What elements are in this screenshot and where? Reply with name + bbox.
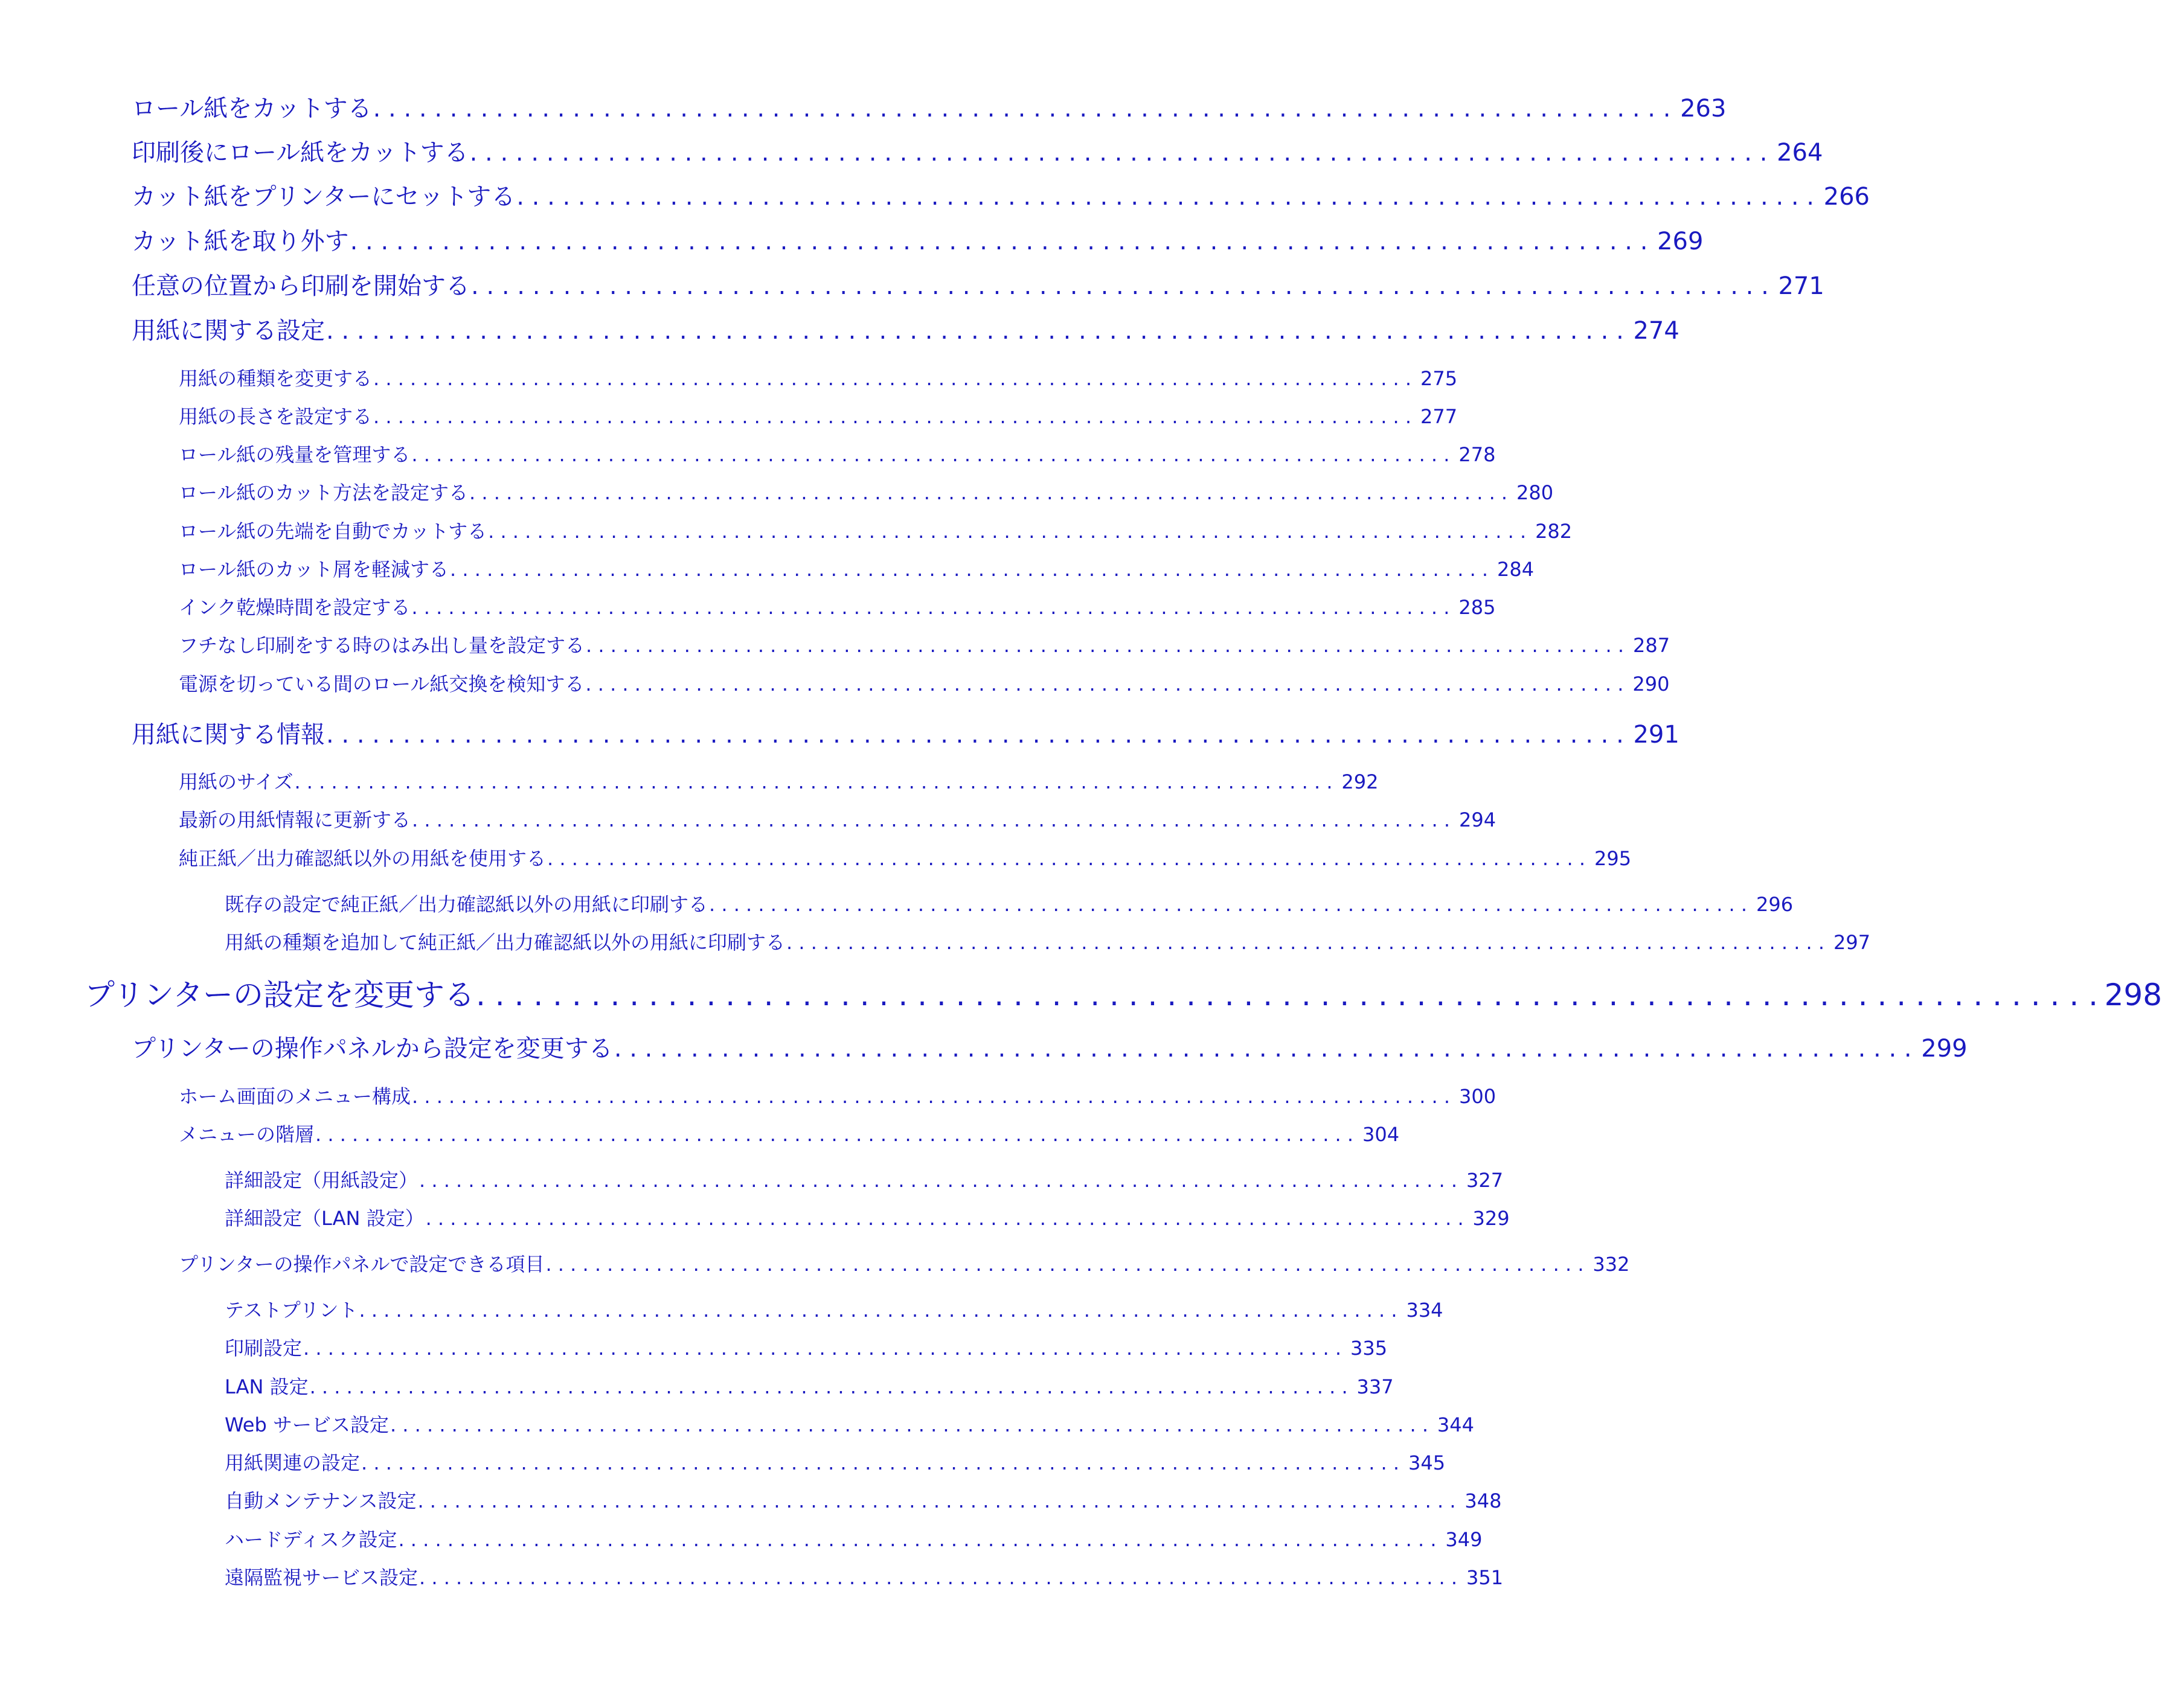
- dot-leader: . . . . . . . . . . . . . . . . . . . . . . . . . . . . . . . . . . . . . . . . . . . . . . . . . . . . . . . . . . . . . . . . . . . . . . . . . . . . . . . . . . . . .: [350, 228, 1648, 255]
- toc-entry-cut-roll-paper[interactable]: [132, 89, 1727, 123]
- toc-entry-paper-settings[interactable]: [132, 312, 1679, 345]
- toc-entry-page-number: 278: [1458, 443, 1496, 466]
- dot-leader: . . . . . . . . . . . . . . . . . . . . . . . . . . . . . . . . . . . . . . . . . . . . . . . . . . . . . . . . . . . . . . . . . . . . . . . . . . . . . . . . . . . . .: [373, 95, 1671, 123]
- toc-entry-remote-monitoring-settings[interactable]: [225, 1562, 1504, 1590]
- toc-entry-page-number: 263: [1680, 95, 1727, 123]
- toc-entry-label: カット紙を取り外す: [132, 228, 349, 255]
- dot-leader: . . . . . . . . . . . . . . . . . . . . . . . . . . . . . . . . . . . . . . . . . . . . . . . . . . . . . . . . . . . . . . . . . . . . . . . . . . . . . . . . . . . . .: [786, 931, 1825, 954]
- dot-leader: . . . . . . . . . . . . . . . . . . . . . . . . . . . . . . . . . . . . . . . . . . . . . . . . . . . . . . . . . . . . . . . . . . . . . . . . . . . . . . . . . . . . .: [411, 596, 1450, 619]
- toc-entry-page-number: 329: [1472, 1207, 1510, 1230]
- toc-entry-label: フチなし印刷をする時のはみ出し量を設定する: [179, 634, 585, 657]
- toc-entry-use-non-genuine-paper[interactable]: [179, 843, 1632, 871]
- toc-entry-label: 詳細設定（LAN 設定）: [225, 1207, 425, 1230]
- dot-leader: . . . . . . . . . . . . . . . . . . . . . . . . . . . . . . . . . . . . . . . . . . . . . . . . . . . . . . . . . . . . . . . . . . . . . . . . . . . . . . . . . . . . .: [390, 1413, 1428, 1436]
- toc-entry-label: ロール紙の先端を自動でカットする: [179, 520, 487, 543]
- toc-entry-label: ロール紙の残量を管理する: [179, 443, 411, 466]
- toc-entry-web-service-settings[interactable]: [225, 1410, 1474, 1438]
- toc-entry-print-existing-settings[interactable]: [225, 889, 1794, 917]
- toc-entry-label: インク乾燥時間を設定する: [179, 596, 411, 619]
- toc-entry-page-number: 300: [1458, 1085, 1496, 1108]
- dot-leader: . . . . . . . . . . . . . . . . . . . . . . . . . . . . . . . . . . . . . . . . . . . . . . . . . . . . . . . . . . . . . . . . . . . . . . . . . . . . . . . . . . . . .: [471, 272, 1769, 300]
- toc-entry-label: 印刷設定: [225, 1337, 303, 1360]
- toc-entry-set-paper-length[interactable]: [179, 401, 1458, 429]
- toc-entry-ink-drying-time[interactable]: [179, 592, 1496, 620]
- dot-leader: . . . . . . . . . . . . . . . . . . . . . . . . . . . . . . . . . . . . . . . . . . . . . . . . . . . . . . . . . . . . . . . . . . . . . . . . . . . . . . . . . . . . .: [476, 977, 2099, 1012]
- toc-entry-page-number: 284: [1497, 558, 1535, 581]
- toc-entry-page-number: 335: [1350, 1337, 1388, 1360]
- toc-entry-advanced-lan-settings[interactable]: [225, 1203, 1510, 1231]
- toc-entry-label: 用紙の種類を変更する: [179, 367, 373, 390]
- toc-entry-test-print[interactable]: [225, 1295, 1443, 1323]
- toc-entry-page-number: 269: [1657, 228, 1704, 255]
- toc-entry-page-number: 345: [1408, 1451, 1446, 1474]
- toc-entry-page-number: 296: [1756, 893, 1794, 916]
- toc-entry-add-paper-type[interactable]: [225, 927, 1871, 955]
- dot-leader: . . . . . . . . . . . . . . . . . . . . . . . . . . . . . . . . . . . . . . . . . . . . . . . . . . . . . . . . . . . . . . . . . . . . . . . . . . . . . . . . . . . . .: [294, 770, 1333, 793]
- toc-entry-page-number: 275: [1420, 367, 1458, 390]
- toc-entry-page-number: 334: [1406, 1299, 1443, 1322]
- toc-entry-label: 用紙のサイズ: [179, 770, 294, 793]
- toc-entry-page-number: 294: [1458, 808, 1496, 831]
- toc-entry-label: テストプリント: [225, 1299, 358, 1322]
- toc-entry-page-number: 344: [1437, 1413, 1474, 1436]
- dot-leader: . . . . . . . . . . . . . . . . . . . . . . . . . . . . . . . . . . . . . . . . . . . . . . . . . . . . . . . . . . . . . . . . . . . . . . . . . . . . . . . . . . . . .: [585, 673, 1624, 696]
- dot-leader: . . . . . . . . . . . . . . . . . . . . . . . . . . . . . . . . . . . . . . . . . . . . . . . . . . . . . . . . . . . . . . . . . . . . . . . . . . . . . . . . . . . . .: [315, 1123, 1354, 1146]
- toc-entry-page-number: 291: [1633, 721, 1679, 749]
- toc-entry-lan-settings[interactable]: [225, 1372, 1394, 1399]
- dot-leader: . . . . . . . . . . . . . . . . . . . . . . . . . . . . . . . . . . . . . . . . . . . . . . . . . . . . . . . . . . . . . . . . . . . . . . . . . . . . . . . . . . . . .: [425, 1207, 1464, 1230]
- toc-entry-label: Web サービス設定: [225, 1413, 389, 1436]
- toc-entry-page-number: 264: [1777, 139, 1823, 167]
- toc-entry-label: 任意の位置から印刷を開始する: [132, 272, 470, 300]
- dot-leader: . . . . . . . . . . . . . . . . . . . . . . . . . . . . . . . . . . . . . . . . . . . . . . . . . . . . . . . . . . . . . . . . . . . . . . . . . . . . . . . . . . . . .: [586, 634, 1625, 657]
- toc-entry-change-paper-type[interactable]: [179, 363, 1458, 391]
- dot-leader: . . . . . . . . . . . . . . . . . . . . . . . . . . . . . . . . . . . . . . . . . . . . . . . . . . . . . . . . . . . . . . . . . . . . . . . . . . . . . . . . . . . . .: [450, 558, 1489, 581]
- toc-entry-paper-information[interactable]: [132, 715, 1679, 749]
- toc-entry-label: プリンターの操作パネルで設定できる項目: [179, 1253, 545, 1276]
- toc-entry-page-number: 280: [1516, 481, 1554, 504]
- toc-entry-page-number: 290: [1632, 673, 1670, 696]
- toc-entry-borderless-overflow[interactable]: [179, 630, 1670, 658]
- toc-entry-home-menu-structure[interactable]: [179, 1081, 1496, 1109]
- toc-entry-print-from-position[interactable]: [132, 267, 1824, 301]
- dot-leader: . . . . . . . . . . . . . . . . . . . . . . . . . . . . . . . . . . . . . . . . . . . . . . . . . . . . . . . . . . . . . . . . . . . . . . . . . . . . . . . . . . . . .: [326, 317, 1624, 345]
- toc-entry-page-number: 266: [1823, 183, 1870, 211]
- dot-leader: . . . . . . . . . . . . . . . . . . . . . . . . . . . . . . . . . . . . . . . . . . . . . . . . . . . . . . . . . . . . . . . . . . . . . . . . . . . . . . . . . . . . .: [547, 847, 1586, 870]
- dot-leader: . . . . . . . . . . . . . . . . . . . . . . . . . . . . . . . . . . . . . . . . . . . . . . . . . . . . . . . . . . . . . . . . . . . . . . . . . . . . . . . . . . . . .: [545, 1253, 1584, 1276]
- toc-entry-paper-sizes[interactable]: [179, 767, 1379, 795]
- toc-entry-label: ロール紙をカットする: [132, 95, 372, 123]
- dot-leader: . . . . . . . . . . . . . . . . . . . . . . . . . . . . . . . . . . . . . . . . . . . . . . . . . . . . . . . . . . . . . . . . . . . . . . . . . . . . . . . . . . . . .: [303, 1337, 1342, 1360]
- toc-entry-page-number: 332: [1593, 1253, 1630, 1276]
- toc-entry-page-number: 292: [1341, 770, 1379, 793]
- toc-entry-hard-disk-settings[interactable]: [225, 1524, 1483, 1552]
- toc-entry-label: 既存の設定で純正紙／出力確認紙以外の用紙に印刷する: [225, 893, 708, 916]
- dot-leader: . . . . . . . . . . . . . . . . . . . . . . . . . . . . . . . . . . . . . . . . . . . . . . . . . . . . . . . . . . . . . . . . . . . . . . . . . . . . . . . . . . . . .: [614, 1035, 1912, 1063]
- toc-entry-label: LAN 設定: [225, 1375, 309, 1398]
- toc-entry-label: 用紙関連の設定: [225, 1451, 361, 1474]
- toc-entry-manage-roll-remaining[interactable]: [179, 440, 1496, 467]
- toc-entry-page-number: 277: [1420, 405, 1458, 428]
- toc-entry-panel-settable-items[interactable]: [179, 1249, 1630, 1277]
- toc-entry-label: ロール紙のカット方法を設定する: [179, 481, 469, 504]
- toc-entry-page-number: 298: [2104, 977, 2162, 1012]
- dot-leader: . . . . . . . . . . . . . . . . . . . . . . . . . . . . . . . . . . . . . . . . . . . . . . . . . . . . . . . . . . . . . . . . . . . . . . . . . . . . . . . . . . . . .: [419, 1566, 1458, 1589]
- toc-entry-label: プリンターの設定を変更する: [85, 977, 475, 1012]
- toc-entry-page-number: 274: [1633, 317, 1679, 345]
- toc-entry-label: 印刷後にロール紙をカットする: [132, 139, 469, 167]
- dot-leader: . . . . . . . . . . . . . . . . . . . . . . . . . . . . . . . . . . . . . . . . . . . . . . . . . . . . . . . . . . . . . . . . . . . . . . . . . . . . . . . . . . . . .: [417, 1489, 1456, 1512]
- toc-entry-page-number: 304: [1362, 1123, 1400, 1146]
- dot-leader: . . . . . . . . . . . . . . . . . . . . . . . . . . . . . . . . . . . . . . . . . . . . . . . . . . . . . . . . . . . . . . . . . . . . . . . . . . . . . . . . . . . . .: [373, 405, 1412, 428]
- toc-entry-reduce-cut-debris[interactable]: [179, 554, 1535, 582]
- toc-entry-page-number: 337: [1356, 1375, 1394, 1398]
- dot-leader: . . . . . . . . . . . . . . . . . . . . . . . . . . . . . . . . . . . . . . . . . . . . . . . . . . . . . . . . . . . . . . . . . . . . . . . . . . . . . . . . . . . . .: [326, 721, 1624, 749]
- toc-entry-page-number: 348: [1464, 1489, 1502, 1512]
- toc-entry-page-number: 282: [1535, 520, 1573, 543]
- dot-leader: . . . . . . . . . . . . . . . . . . . . . . . . . . . . . . . . . . . . . . . . . . . . . . . . . . . . . . . . . . . . . . . . . . . . . . . . . . . . . . . . . . . . .: [398, 1528, 1437, 1551]
- toc-entry-page-number: 271: [1778, 272, 1824, 300]
- toc-entry-label: カット紙をプリンターにセットする: [132, 183, 516, 211]
- toc-entry-page-number: 349: [1445, 1528, 1483, 1551]
- toc-entry-label: 用紙に関する設定: [132, 317, 325, 345]
- toc-entry-auto-maintenance-settings[interactable]: [225, 1486, 1502, 1514]
- dot-leader: . . . . . . . . . . . . . . . . . . . . . . . . . . . . . . . . . . . . . . . . . . . . . . . . . . . . . . . . . . . . . . . . . . . . . . . . . . . . . . . . . . . . .: [419, 1169, 1458, 1192]
- toc-entry-change-printer-settings[interactable]: [85, 971, 2162, 1013]
- toc-entry-page-number: 327: [1466, 1169, 1504, 1192]
- dot-leader: . . . . . . . . . . . . . . . . . . . . . . . . . . . . . . . . . . . . . . . . . . . . . . . . . . . . . . . . . . . . . . . . . . . . . . . . . . . . . . . . . . . . .: [412, 1085, 1451, 1108]
- toc-entry-label: 用紙の種類を追加して純正紙／出力確認紙以外の用紙に印刷する: [225, 931, 786, 954]
- toc-entry-label: ロール紙のカット屑を軽減する: [179, 558, 449, 581]
- toc-entry-change-from-panel[interactable]: [132, 1029, 1968, 1063]
- toc-entry-label: 用紙に関する情報: [132, 721, 325, 749]
- dot-leader: . . . . . . . . . . . . . . . . . . . . . . . . . . . . . . . . . . . . . . . . . . . . . . . . . . . . . . . . . . . . . . . . . . . . . . . . . . . . . . . . . . . . .: [469, 139, 1768, 167]
- toc-entry-label: 電源を切っている間のロール紙交換を検知する: [179, 673, 585, 696]
- toc-entry-detect-roll-change[interactable]: [179, 669, 1670, 697]
- toc-entry-cut-after-print[interactable]: [132, 133, 1823, 167]
- toc-entry-page-number: 287: [1632, 634, 1670, 657]
- dot-leader: . . . . . . . . . . . . . . . . . . . . . . . . . . . . . . . . . . . . . . . . . . . . . . . . . . . . . . . . . . . . . . . . . . . . . . . . . . . . . . . . . . . . .: [709, 893, 1748, 916]
- toc-entry-update-paper-info[interactable]: [179, 805, 1496, 833]
- toc-entry-auto-cut-leading-edge[interactable]: [179, 516, 1573, 544]
- toc-entry-menu-hierarchy[interactable]: [179, 1119, 1400, 1147]
- dot-leader: . . . . . . . . . . . . . . . . . . . . . . . . . . . . . . . . . . . . . . . . . . . . . . . . . . . . . . . . . . . . . . . . . . . . . . . . . . . . . . . . . . . . .: [469, 481, 1508, 504]
- toc-entry-page-number: 351: [1466, 1566, 1504, 1589]
- toc-entry-page-number: 295: [1594, 847, 1632, 870]
- toc-entry-label: 詳細設定（用紙設定）: [225, 1169, 419, 1192]
- toc-entry-label: メニューの階層: [179, 1123, 315, 1146]
- dot-leader: . . . . . . . . . . . . . . . . . . . . . . . . . . . . . . . . . . . . . . . . . . . . . . . . . . . . . . . . . . . . . . . . . . . . . . . . . . . . . . . . . . . . .: [361, 1451, 1400, 1474]
- toc-entry-label: 遠隔監視サービス設定: [225, 1566, 419, 1589]
- toc-entry-label: ホーム画面のメニュー構成: [179, 1085, 411, 1108]
- toc-entry-load-cut-sheet[interactable]: [132, 178, 1870, 211]
- dot-leader: . . . . . . . . . . . . . . . . . . . . . . . . . . . . . . . . . . . . . . . . . . . . . . . . . . . . . . . . . . . . . . . . . . . . . . . . . . . . . . . . . . . . .: [411, 443, 1450, 466]
- toc-entry-label: プリンターの操作パネルから設定を変更する: [132, 1035, 613, 1063]
- toc-entry-page-number: 297: [1833, 931, 1871, 954]
- dot-leader: . . . . . . . . . . . . . . . . . . . . . . . . . . . . . . . . . . . . . . . . . . . . . . . . . . . . . . . . . . . . . . . . . . . . . . . . . . . . . . . . . . . . .: [309, 1375, 1348, 1398]
- dot-leader: . . . . . . . . . . . . . . . . . . . . . . . . . . . . . . . . . . . . . . . . . . . . . . . . . . . . . . . . . . . . . . . . . . . . . . . . . . . . . . . . . . . . .: [373, 367, 1412, 390]
- dot-leader: . . . . . . . . . . . . . . . . . . . . . . . . . . . . . . . . . . . . . . . . . . . . . . . . . . . . . . . . . . . . . . . . . . . . . . . . . . . . . . . . . . . . .: [516, 183, 1815, 211]
- toc-entry-page-number: 299: [1921, 1035, 1968, 1063]
- dot-leader: . . . . . . . . . . . . . . . . . . . . . . . . . . . . . . . . . . . . . . . . . . . . . . . . . . . . . . . . . . . . . . . . . . . . . . . . . . . . . . . . . . . . .: [412, 808, 1451, 831]
- toc-entry-paper-related-settings[interactable]: [225, 1448, 1446, 1476]
- toc-entry-page-number: 285: [1458, 596, 1496, 619]
- dot-leader: . . . . . . . . . . . . . . . . . . . . . . . . . . . . . . . . . . . . . . . . . . . . . . . . . . . . . . . . . . . . . . . . . . . . . . . . . . . . . . . . . . . . .: [359, 1299, 1397, 1322]
- toc-entry-print-settings[interactable]: [225, 1333, 1388, 1361]
- toc-entry-set-cut-method[interactable]: [179, 478, 1554, 505]
- toc-entry-label: 用紙の長さを設定する: [179, 405, 373, 428]
- toc-entry-label: 自動メンテナンス設定: [225, 1489, 417, 1512]
- dot-leader: . . . . . . . . . . . . . . . . . . . . . . . . . . . . . . . . . . . . . . . . . . . . . . . . . . . . . . . . . . . . . . . . . . . . . . . . . . . . . . . . . . . . .: [488, 520, 1527, 543]
- toc-entry-advanced-paper-settings[interactable]: [225, 1165, 1504, 1193]
- toc-entry-label: 純正紙／出力確認紙以外の用紙を使用する: [179, 847, 547, 870]
- toc-entry-remove-cut-sheet[interactable]: [132, 222, 1704, 256]
- toc-entry-label: ハードディスク設定: [225, 1528, 397, 1551]
- toc-entry-label: 最新の用紙情報に更新する: [179, 808, 411, 831]
